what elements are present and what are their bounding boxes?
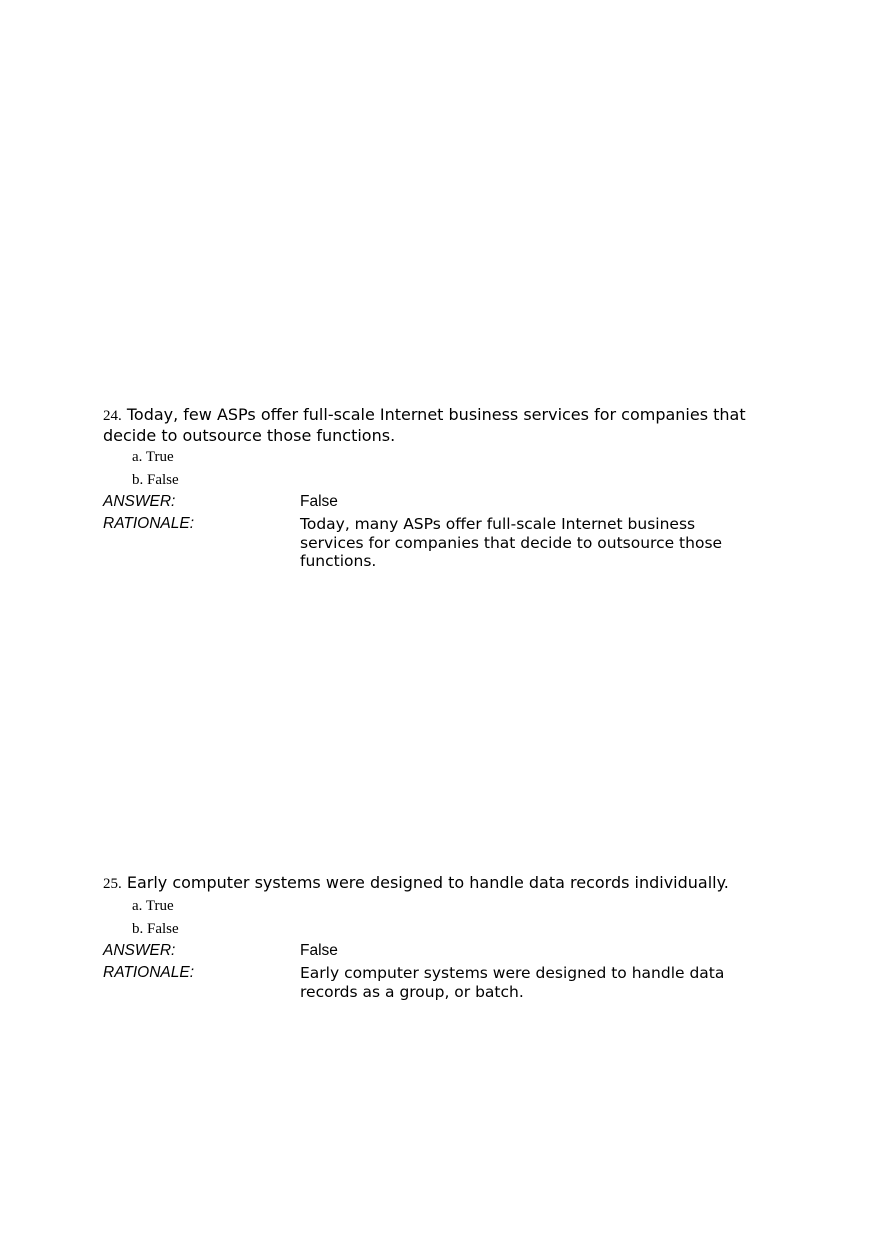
choice-list — [103, 446, 763, 491]
question-25 — [103, 873, 763, 1001]
question-text: Early computer systems were designed to handle data records individually. — [126, 873, 729, 892]
answer-row — [103, 491, 763, 513]
choice-true[interactable]: a. True — [132, 898, 174, 914]
answer-value: False — [300, 493, 338, 510]
rationale-label: RATIONALE: — [103, 964, 195, 981]
choice-list — [103, 895, 763, 940]
choice-true[interactable]: a. True — [132, 449, 174, 465]
rationale-row — [103, 964, 763, 1001]
answer-label: ANSWER: — [103, 493, 176, 510]
answer-row — [103, 940, 763, 962]
rationale-row — [103, 515, 763, 571]
answer-value: False — [300, 942, 338, 959]
rationale-label: RATIONALE: — [103, 515, 195, 532]
choice-false[interactable]: b. False — [132, 920, 179, 937]
question-24 — [103, 405, 763, 571]
question-number: 25. — [103, 876, 122, 892]
rationale-text: Early computer systems were designed to handle data records as a group, or batch. — [300, 964, 725, 1001]
question-text: Today, few ASPs offer full-scale Internet business services for companies that decide to outsource those functions. — [103, 405, 746, 445]
question-stem — [103, 405, 763, 445]
rationale-text: Today, many ASPs offer full-scale Internet business services for companies that decide to outsource those functions. — [300, 515, 723, 570]
question-number: 24. — [103, 408, 122, 424]
question-stem — [103, 873, 763, 894]
answer-label: ANSWER: — [103, 942, 176, 959]
choice-false[interactable]: b. False — [132, 471, 179, 488]
